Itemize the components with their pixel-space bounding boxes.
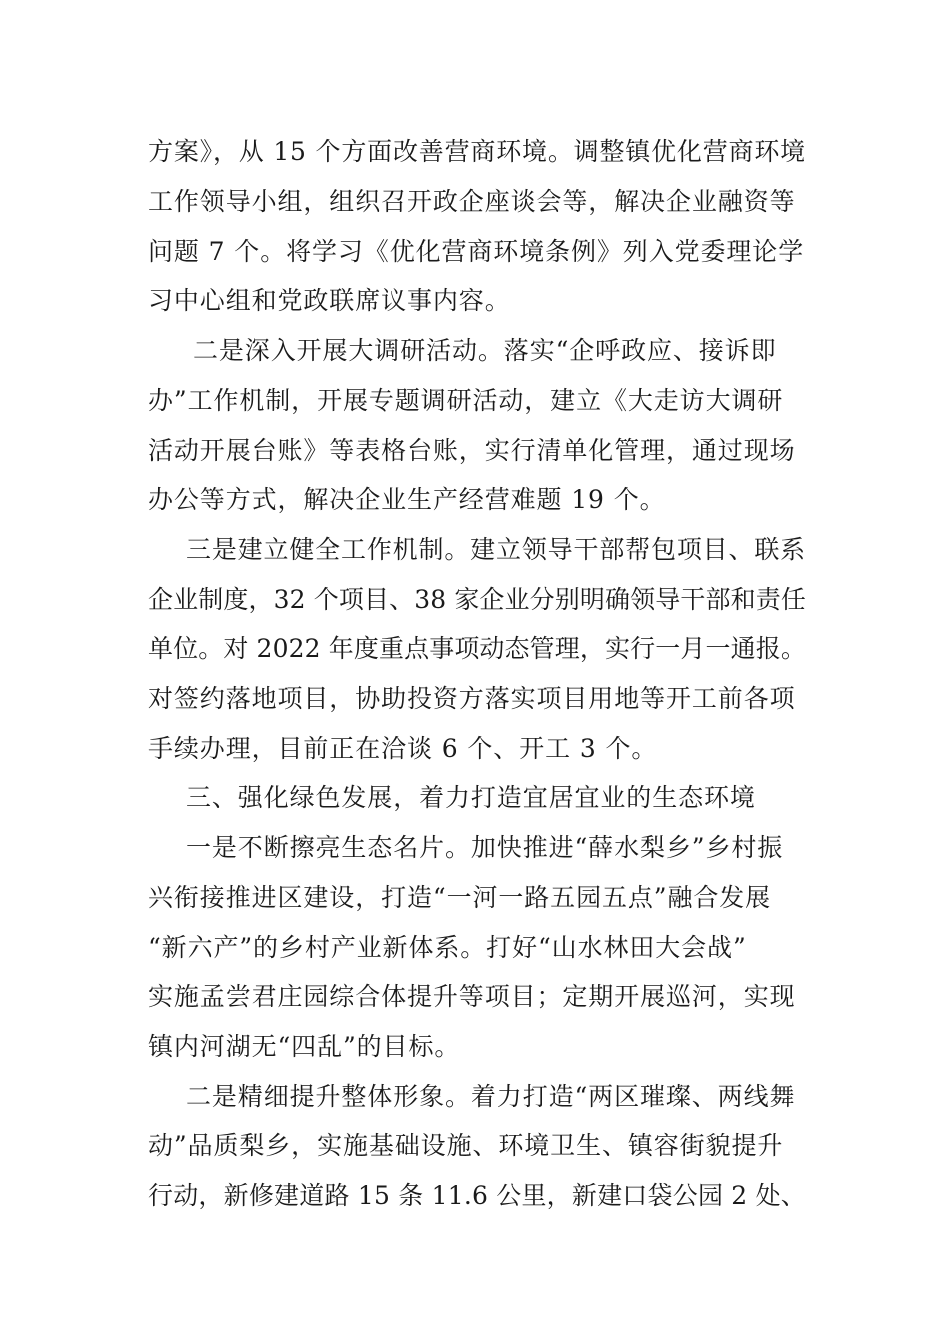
line-text: 手续办理，目前正在洽谈 6 个、开工 3 个。 [148,734,658,763]
line-text: 三、强化绿色发展，着力打造宜居宜业的生态环境 [186,783,756,812]
line-text: 镇内河湖无“四乱”的目标。 [148,1032,461,1061]
line-text: 三是建立健全工作机制。建立领导干部帮包项目、联系 [186,535,806,564]
line-text: 单位。对 2022 年度重点事项动态管理，实行一月一通报。 [148,634,806,663]
line-text: 行动，新修建道路 15 条 11.6 公里，新建口袋公园 2 处、 [148,1181,806,1210]
line-text: 方案》，从 15 个方面改善营商环境。调整镇优化营商环境 [148,137,806,166]
line-text: 工作领导小组，组织召开政企座谈会等，解决企业融资等 [148,187,796,216]
line-text: 实施孟尝君庄园综合体提升等项目；定期开展巡河，实现 [148,982,796,1011]
line-text: 二是精细提升整体形象。着力打造“两区璀璨、两线舞 [186,1082,796,1111]
line-text: 二是深入开展大调研活动。落实“企呼政应、接诉即 [193,336,777,365]
line-text: 习中心组和党政联席议事内容。 [148,286,511,315]
line-text: 办公等方式，解决企业生产经营难题 19 个。 [148,485,666,514]
line-text: 办”工作机制，开展专题调研活动，建立《大走访大调研 [148,386,784,415]
line-text: 活动开展台账》等表格台账，实行清单化管理，通过现场 [148,436,796,465]
line-text: 企业制度，32 个项目、38 家企业分别明确领导干部和责任 [148,585,806,614]
line-text: 一是不断擦亮生态名片。加快推进“薛水梨乡”乡村振 [186,833,784,862]
line-text: 对签约落地项目，协助投资方落实项目用地等开工前各项 [148,684,796,713]
line-text: 问题 7 个。将学习《优化营商环境条例》列入党委理论学 [148,237,805,266]
line-text: 兴衔接推进区建设，打造“一河一路五园五点”融合发展 [148,883,772,912]
line-text: 动”品质梨乡，实施基础设施、环境卫生、镇容街貌提升 [148,1131,784,1160]
line-text: “新六产”的乡村产业新体系。打好“山水林田大会战” [148,933,747,962]
